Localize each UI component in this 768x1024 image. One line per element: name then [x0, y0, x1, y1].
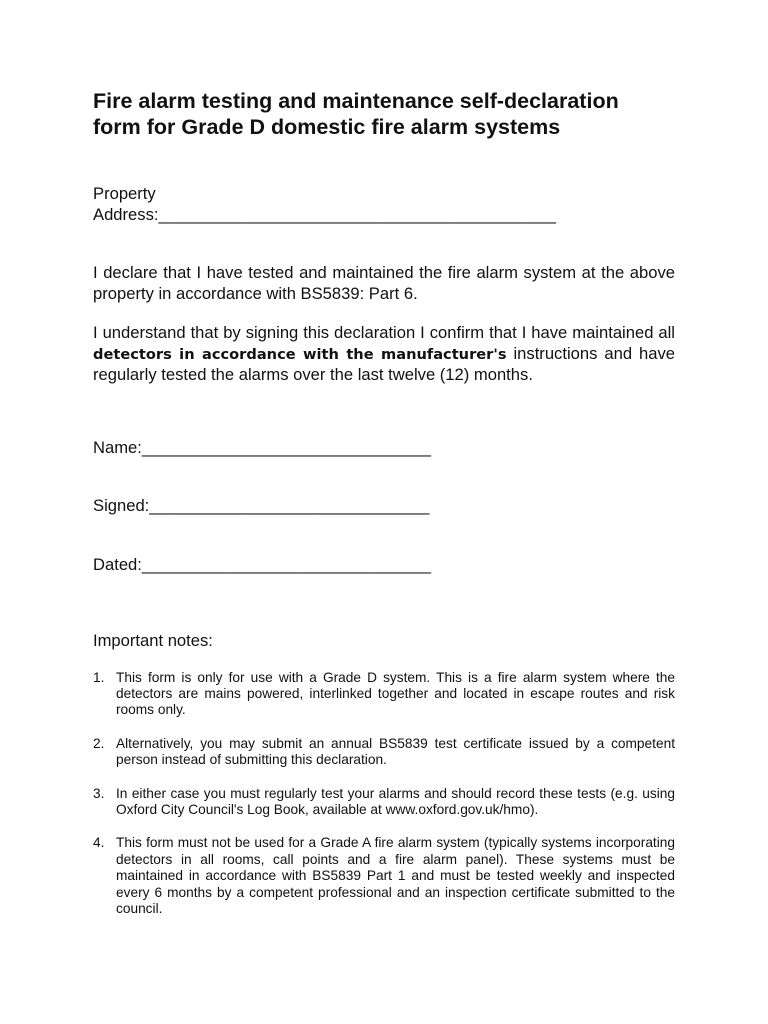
dated-field	[93, 555, 675, 576]
note-text: This form is only for use with a Grade D system. This is a fire alarm system where the detectors are mains powered, interlinked together and located in escape routes and risk rooms only.	[116, 669, 675, 718]
title-line-1: Fire alarm testing and maintenance self-declaration	[93, 89, 619, 113]
signed-field	[93, 496, 675, 517]
declaration-paragraph-1: I declare that I have tested and maintained the fire alarm system at the above property in accordance with BS5839: Part 6.	[93, 263, 675, 303]
property-address-field	[93, 184, 675, 225]
signed-blank-line[interactable]: _______________________________	[149, 496, 430, 515]
name-label: Name:	[93, 437, 142, 457]
address-label-line-1: Property	[93, 184, 156, 203]
address-label-line-2: Address:	[93, 204, 159, 224]
notes-heading: Important notes:	[93, 631, 213, 650]
note-item	[93, 736, 675, 769]
declaration-paragraph-2	[93, 323, 675, 386]
para2-end: instructions and have regularly tested the alarms over the last twelve (12) months.	[93, 343, 675, 384]
note-item	[93, 670, 675, 719]
note-item	[93, 786, 675, 819]
note-number: 4.	[93, 835, 105, 851]
note-number: 3.	[93, 785, 105, 801]
signed-label: Signed:	[93, 496, 150, 515]
page-title	[93, 88, 675, 140]
dated-label: Dated:	[93, 554, 142, 574]
document-page	[93, 88, 675, 934]
note-number: 1.	[93, 669, 105, 685]
address-blank-line[interactable]: ____________________________________________	[158, 204, 556, 224]
name-field	[93, 438, 675, 459]
note-text: In either case you must regularly test your alarms and should record these tests (e.g. using Oxford City Council's Log Book, available at www.oxford.gov.uk/hmo).	[116, 785, 675, 817]
note-number: 2.	[93, 735, 105, 751]
title-line-2: form for Grade D domestic fire alarm systems	[93, 115, 561, 139]
name-blank-line[interactable]: ________________________________	[141, 437, 431, 457]
note-text: This form must not be used for a Grade A fire alarm system (typically systems incorporating detectors in all rooms, call points and a fire alarm panel). These systems must be maintained in accordance with BS5839 Part 1 and must be tested weekly and inspected every 6 months by a competent professional and an inspection certificate submitted to the council.	[116, 835, 675, 916]
note-text: Alternatively, you may submit an annual BS5839 test certificate issued by a competent person instead of submitting this declaration.	[116, 735, 675, 768]
para2-bold: detectors in accordance with the manufacturer's	[93, 345, 507, 363]
dated-blank-line[interactable]: ________________________________	[141, 554, 431, 574]
para2-start: I understand that by signing this declaration I confirm that I have maintained all	[93, 323, 675, 342]
notes-list	[93, 670, 675, 918]
note-item	[93, 835, 675, 917]
